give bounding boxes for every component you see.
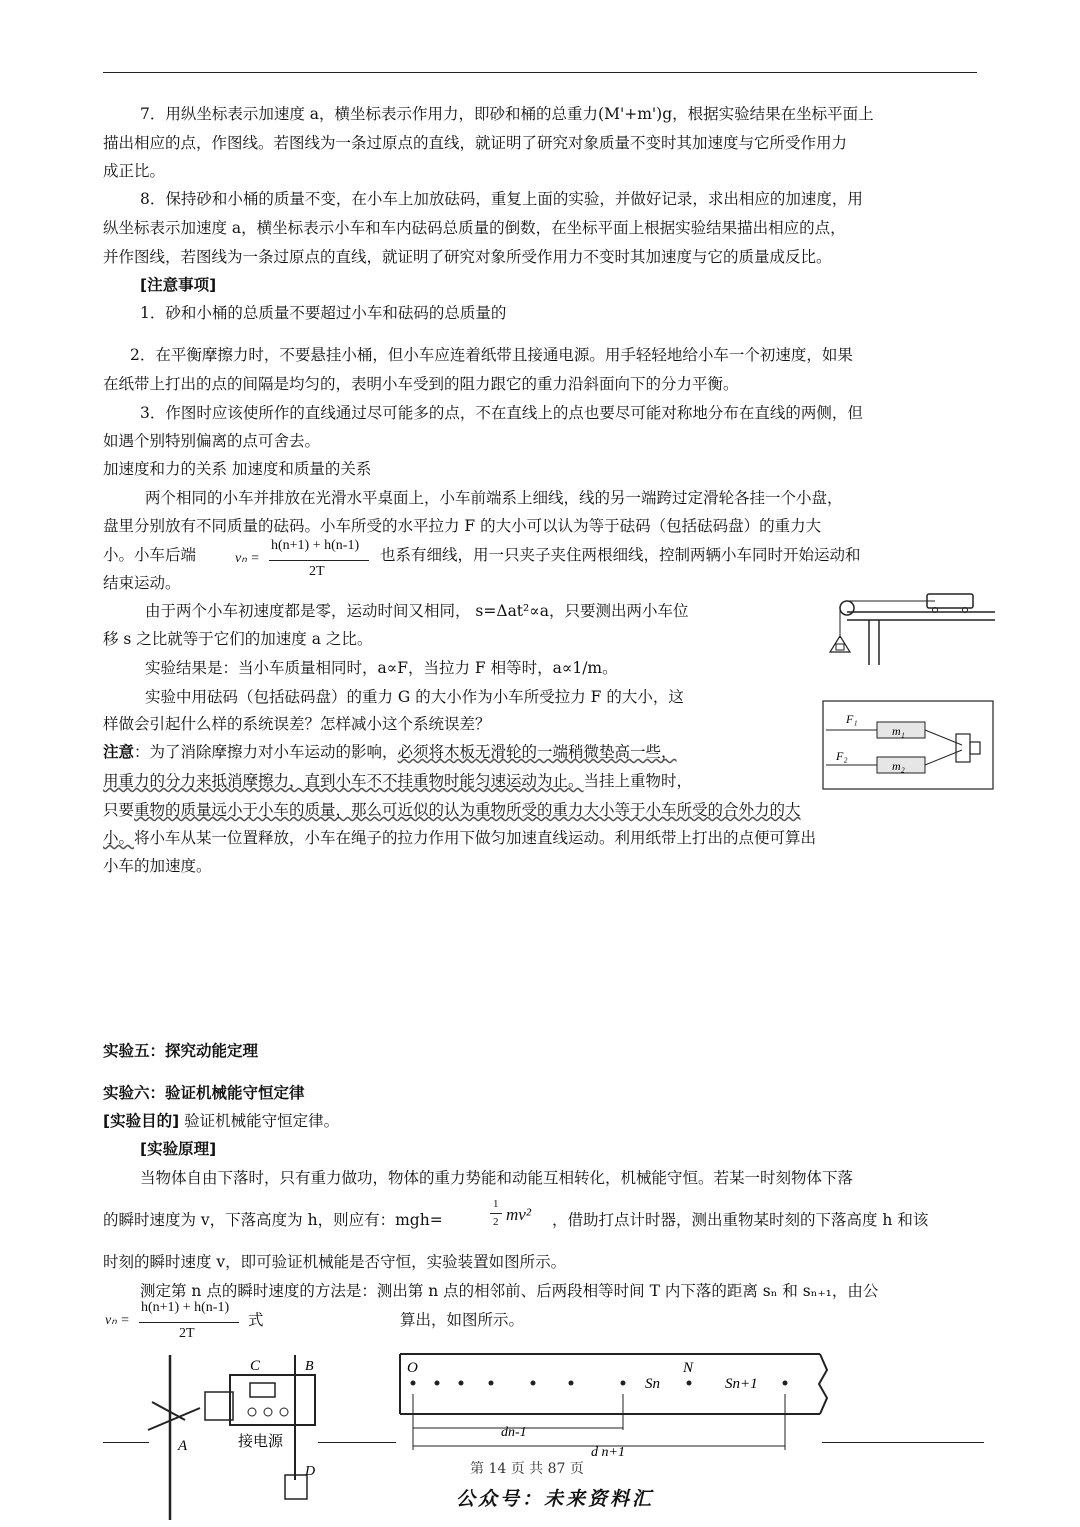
note-text-1b: 必须将木板无滑轮的一端稍微垫高一些，: [397, 743, 677, 761]
note-3-line-2: 如遇个别特别偏离的点可舍去。: [103, 432, 321, 450]
label-c: C: [250, 1358, 261, 1374]
error-line-1: 实验中用砝码（包括砝码盘）的重力 G 的大小作为小车所受拉力 F 的大小，这: [145, 688, 684, 706]
force-f1: F₁: [846, 712, 858, 726]
clamp-arm-2: [152, 1402, 185, 1420]
note-paragraph-line-1: [103, 741, 677, 763]
purpose-line: [103, 1110, 339, 1132]
segment-sn-label: Sn: [645, 1376, 660, 1392]
note-2-line-2: 在纸带上打出的点的间隔是均匀的，表明小车受到的阻力跟它的重力沿斜面向下的分力平衡。: [103, 375, 739, 393]
watermark: 公众号：未来资料汇: [456, 1488, 655, 1510]
note-1: 1．砂和小桶的总质量不要超过小车和砝码的总质量的: [140, 304, 507, 322]
note-text-4a: 小。: [103, 829, 135, 847]
measure-line-1: 测定第 n 点的瞬时速度的方法是：测出第 n 点的相邻前、后两段相等时间 T 内下落的距离 sₙ 和 sₙ₊₁，由公: [140, 1282, 879, 1300]
force-f2: F₂: [836, 749, 848, 763]
velocity-formula-2: [105, 1300, 245, 1350]
clip-head: [970, 742, 980, 754]
measure-line-2a: 式: [248, 1311, 264, 1329]
apparatus-figure: [140, 1350, 330, 1527]
formula-bar: [269, 560, 369, 561]
weight-block: [836, 644, 844, 650]
note-text-2a: 用重力的分力来抵消摩擦力，直到小车不不挂重物时能匀速运动为止。: [103, 772, 584, 790]
formula2-numerator: h(n+1) + h(n-1): [141, 1300, 230, 1315]
cars-line-4: 结束运动。: [103, 574, 181, 592]
note-text-1a: ：为了消除摩擦力对小车运动的影响，: [134, 743, 398, 761]
cars-line-3b: 也系有细线，用一只夹子夹住两根细线，控制两辆小车同时开始运动和: [380, 546, 861, 564]
pulley-figure: [825, 590, 1000, 665]
point-n-label: N: [683, 1360, 694, 1376]
label-b: B: [305, 1359, 314, 1374]
clip-body: [956, 734, 970, 762]
principle-heading: [实验原理]: [140, 1140, 217, 1158]
formula2-bar: [139, 1322, 239, 1323]
principle-line-3: 时刻的瞬时速度 v，即可验证机械能是否守恒，实验装置如图所示。: [103, 1253, 567, 1271]
tape-dot: [489, 1381, 494, 1386]
dn+1-label: d n+1: [591, 1445, 625, 1460]
half-mv-squared: [490, 1198, 550, 1243]
label-d: D: [305, 1464, 316, 1479]
formula2-denominator: 2T: [179, 1326, 195, 1341]
experiment-5-title: 实验五：探究动能定理: [103, 1042, 259, 1060]
since-line-2: 移 s 之比就等于它们的加速度 a 之比。: [103, 630, 373, 648]
footer-rule-right: [822, 1442, 984, 1443]
tape-dot: [783, 1381, 788, 1386]
segment-sn1-label: Sn+1: [725, 1376, 758, 1392]
step-8-line-1: 8．保持砂和小桶的质量不变，在小车上加放砝码，重复上面的实验，并做好记录，求出相应的加速度，用: [140, 190, 863, 208]
cars-line-2: 盘里分别放有不同质量的砝码。小车所受的水平拉力 F 的大小可以认为等于砝码（包括砝码盘）的重力大: [103, 517, 822, 535]
step-8-line-3: 并作图线，若图线为一条过原点的直线，就证明了研究对象所受作用力不变时其加速度与它的质量成反比。: [103, 248, 832, 266]
step-8-line-2: 纵坐标表示加速度 a，横坐标表示小车和车内砝码总质量的倒数，在坐标平面上根据实验结果描出相应的点，: [103, 219, 846, 237]
two-carts-figure: [822, 700, 994, 790]
purpose-text: 验证机械能守恒定律。: [179, 1112, 340, 1130]
mv-squared: mv²: [506, 1205, 531, 1224]
clamp-block: [205, 1392, 233, 1420]
pulley-wheel: [840, 601, 854, 615]
note-paragraph-line-4: [103, 827, 816, 849]
note-text-3a: 只要: [103, 801, 135, 819]
note-paragraph-line-3: [103, 799, 801, 821]
mass-m1: m₁: [892, 724, 905, 738]
tape-dot: [411, 1381, 416, 1386]
footer-rule-left: [103, 1442, 149, 1443]
tape-torn-edge: [819, 1354, 827, 1414]
mass-m2: m₂: [892, 759, 905, 773]
principle-line-2b: ，借助打点计时器，测出重物某时刻的下落高度 h 和该: [552, 1211, 929, 1229]
section-subtitle: 加速度和力的关系 加速度和质量的关系: [103, 460, 372, 478]
label-a: A: [178, 1438, 188, 1454]
experiment-6-title: 实验六：验证机械能守恒定律: [103, 1084, 305, 1102]
footer-rule-mid: [318, 1442, 396, 1443]
note-label: 注意: [103, 743, 135, 761]
measure-line-2b: 算出，如图所示。: [400, 1311, 525, 1329]
half-numerator: 1: [493, 1198, 499, 1210]
tape-dot: [687, 1381, 692, 1386]
notes-heading: [注意事项]: [140, 276, 217, 294]
formula-numerator: h(n+1) + h(n-1): [271, 538, 360, 553]
velocity-formula-1: [235, 538, 375, 588]
tape-dot: [435, 1381, 440, 1386]
error-line-2: 样做会引起什么样的系统误差？怎样减小这个系统误差？: [103, 715, 491, 733]
step-7-line-1: 7．用纵坐标表示加速度 a，横坐标表示作用力，即砂和桶的总重力(M'+m')g，根据实验结果在坐标平面上: [140, 105, 874, 123]
result-line: 实验结果是：当小车质量相同时，a∝F，当拉力 F 相等时，a∝1/m。: [145, 659, 618, 677]
cars-line-3a: 小。小车后端: [103, 546, 197, 564]
principle-line-1: 当物体自由下落时，只有重力做功，物体的重力势能和动能互相转化，机械能守恒。若某一时刻物体下落: [140, 1169, 854, 1187]
point-o-label: O: [407, 1360, 418, 1376]
tape-dot: [621, 1381, 626, 1386]
terminal-1: [248, 1408, 256, 1416]
half-denominator: 2: [493, 1216, 499, 1228]
note-text-3b: 重物的质量远小于小车的质量，那么可近似的认为重物所受的重力大小等于小车所受的合外力的大: [134, 801, 801, 819]
half-bar: [490, 1213, 502, 1214]
header-rule: [103, 72, 977, 73]
formula-lhs: vₙ =: [235, 551, 260, 566]
terminal-3: [280, 1408, 288, 1416]
note-3-line-1: 3．作图时应该使所作的直线通过尽可能多的点，不在直线上的点也要尽可能对称地分布在直线的两侧，但: [140, 404, 863, 422]
clamp-arm: [148, 1408, 200, 1430]
note-2-line-1: 2．在平衡摩擦力时，不要悬挂小桶，但小车应连着纸带且接通电源。用手轻轻地给小车一个初速度，如果: [130, 346, 853, 364]
tape-dot: [531, 1381, 536, 1386]
cars-line-1: 两个相同的小车并排放在光滑水平桌面上，小车前端系上细线，线的另一端跨过定滑轮各挂一个小盘，: [145, 489, 843, 507]
ticker-tape-figure: [395, 1350, 835, 1460]
terminal-2: [264, 1408, 272, 1416]
tape-dot: [569, 1381, 574, 1386]
timer-coil: [250, 1383, 275, 1397]
dn-1-label: dn-1: [501, 1425, 527, 1440]
label-power: 接电源: [238, 1434, 284, 1450]
note-paragraph-line-5: 小车的加速度。: [103, 857, 212, 875]
note-text-4b: 将小车从某一位置释放，小车在绳子的拉力作用下做匀加速直线运动。利用纸带上打出的点便可算出: [134, 829, 817, 847]
step-7-line-3: 成正比。: [103, 162, 166, 180]
principle-line-2a: 的瞬时速度为 v，下落高度为 h，则应有：mgh=: [103, 1211, 443, 1229]
purpose-label: [实验目的]: [103, 1112, 180, 1130]
note-text-2b: 当挂上重物时，: [583, 772, 693, 790]
since-line-1: 由于两个小车初速度都是零，运动时间又相同， s=Δat²∝a，只要测出两小车位: [145, 602, 689, 620]
step-7-line-2: 描出相应的点，作图线。若图线为一条过原点的直线，就证明了研究对象质量不变时其加速度与它所受作用力: [103, 134, 848, 152]
formula2-lhs: vₙ =: [105, 1313, 130, 1328]
tape-dot: [459, 1381, 464, 1386]
formula-denominator: 2T: [309, 564, 325, 579]
note-paragraph-line-2: [103, 770, 692, 792]
page-number: 第 14 页 共 87 页: [470, 1461, 584, 1477]
